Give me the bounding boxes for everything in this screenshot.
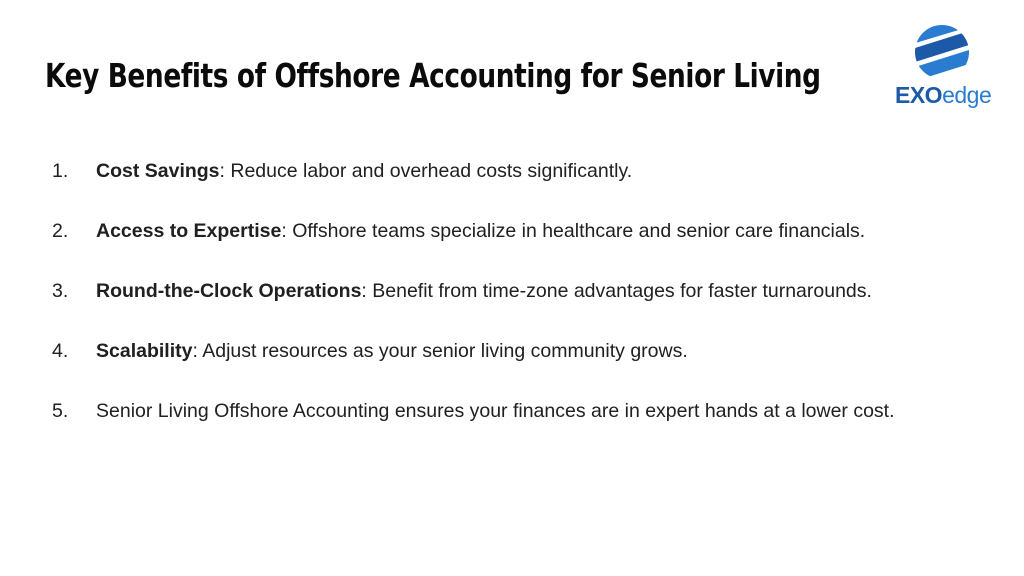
item-lead: Cost Savings xyxy=(96,160,220,182)
item-text: : Benefit from time-zone advantages for faster turnarounds. xyxy=(361,280,872,302)
item-number: 5. xyxy=(52,400,69,422)
item-number: 1. xyxy=(52,160,69,182)
item-text: : Offshore teams specialize in healthcare and senior care financials. xyxy=(281,220,866,242)
list-item xyxy=(52,276,982,306)
item-lead: Round-the-Clock Operations xyxy=(96,280,362,302)
exoedge-stripe-globe-icon xyxy=(912,24,972,80)
item-text: : Adjust resources as your senior living community grows. xyxy=(192,340,688,362)
item-number: 2. xyxy=(52,220,69,242)
logo-wordmark xyxy=(895,82,991,109)
item-number: 3. xyxy=(52,280,69,302)
logo-name-bold: EXO xyxy=(895,82,943,108)
list-item xyxy=(52,336,982,366)
list-item xyxy=(52,156,982,186)
item-lead: Scalability xyxy=(96,340,193,362)
item-text: Senior Living Offshore Accounting ensures your finances are in expert hands at a lower cost. xyxy=(96,400,895,422)
company-logo xyxy=(892,24,996,112)
benefits-list xyxy=(52,156,982,456)
list-item xyxy=(52,216,982,246)
item-lead: Access to Expertise xyxy=(96,220,282,242)
item-text: : Reduce labor and overhead costs significantly. xyxy=(219,160,633,182)
list-item xyxy=(52,396,982,426)
slide-title: Key Benefits of Offshore Accounting for Senior Living xyxy=(45,56,821,95)
item-number: 4. xyxy=(52,340,69,362)
logo-name-regular: edge xyxy=(942,82,992,108)
